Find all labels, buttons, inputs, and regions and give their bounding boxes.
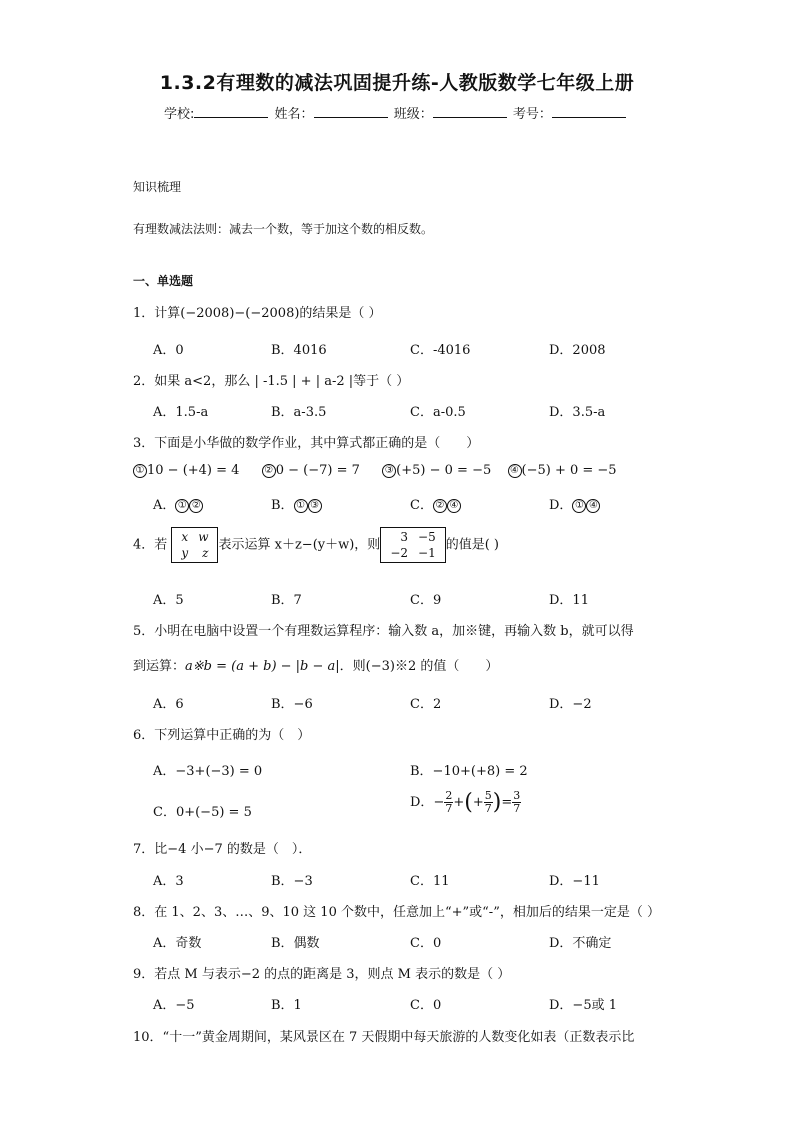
- q3-item-3: ③ (+5) − 0 = −5: [382, 463, 491, 478]
- q7-option-b[interactable]: B．−3: [271, 874, 313, 889]
- q5-option-d[interactable]: D．−2: [549, 697, 592, 712]
- q8-option-b[interactable]: B．偶数: [271, 936, 320, 951]
- q5-option-a[interactable]: A．6: [153, 697, 184, 712]
- section-heading: 一、单选题: [133, 274, 194, 288]
- q4-option-a[interactable]: A．5: [153, 593, 184, 608]
- q9-option-d[interactable]: D．−5或 1: [549, 998, 617, 1013]
- q2-option-b[interactable]: B．a-3.5: [271, 405, 327, 420]
- q2-option-a[interactable]: A．1.5-a: [153, 405, 209, 420]
- q3-option-c[interactable]: C． ② ④: [410, 494, 461, 513]
- q7-option-d[interactable]: D．−11: [549, 874, 600, 889]
- name-blank[interactable]: [314, 105, 388, 118]
- question-4: 4．若 x w y z 表示运算 x＋z−(y＋w)，则 3 −5 −2 −1 的值是( ): [133, 527, 499, 563]
- q7-option-a[interactable]: A．3: [153, 874, 184, 889]
- q4-option-c[interactable]: C．9: [410, 593, 442, 608]
- q8-option-a[interactable]: A．奇数: [153, 936, 202, 951]
- school-blank[interactable]: [194, 105, 268, 118]
- question-5-line-2: 到运算：a※b = (a + b) − |b − a|．则(−3)※2 的值（ ）: [133, 659, 499, 674]
- question-7: 7．比−4 小−7 的数是（ ）．: [133, 842, 312, 857]
- page-title: 1.3.2有理数的减法巩固提升练-人教版数学七年级上册: [159, 72, 635, 94]
- q5-option-c[interactable]: C．2: [410, 697, 442, 712]
- q7-option-c[interactable]: C．11: [410, 874, 450, 889]
- knowledge-heading: 知识梳理: [133, 180, 182, 194]
- q6-option-a[interactable]: A．−3+(−3) = 0: [153, 764, 263, 779]
- q8-option-c[interactable]: C．0: [410, 936, 442, 951]
- q6-option-d[interactable]: D．− $\frac{2}{7}$ +(+ $\frac{5}{7}$ )= $\frac{3}{7}$: [410, 789, 521, 815]
- name-label: 姓名：: [274, 107, 314, 122]
- school-label: 学校:: [164, 107, 195, 122]
- q9-option-a[interactable]: A．−5: [153, 998, 195, 1013]
- q1-option-d[interactable]: D．2008: [549, 343, 606, 358]
- question-2: 2．如果 a<2，那么 | -1.5 | + | a-2 |等于（ ）: [133, 374, 410, 389]
- q4-option-b[interactable]: B．7: [271, 593, 302, 608]
- q3-item-2: ② 0 − (−7) = 7: [262, 463, 360, 478]
- q4-symbol-matrix: x w y z: [171, 527, 218, 563]
- student-info-line: [164, 103, 628, 122]
- q3-items: [133, 463, 617, 478]
- q1-option-b[interactable]: B．4016: [271, 343, 327, 358]
- q3-option-a[interactable]: A． ① ②: [153, 494, 203, 513]
- question-10: 10．“十一”黄金周期间，某风景区在 7 天假期中每天旅游的人数变化如表（正数表示比: [133, 1030, 635, 1045]
- q8-option-d[interactable]: D．不确定: [549, 936, 612, 951]
- q6-option-c[interactable]: C．0+(−5) = 5: [153, 805, 252, 820]
- q9-option-b[interactable]: B．1: [271, 998, 302, 1013]
- question-6: 6．下列运算中正确的为（ ）: [133, 728, 311, 743]
- q4-option-d[interactable]: D．11: [549, 593, 589, 608]
- q1-option-a[interactable]: A．0: [153, 343, 184, 358]
- class-blank[interactable]: [433, 105, 507, 118]
- q3-item-4: ④ (−5) + 0 = −5: [508, 463, 617, 478]
- q6-option-b[interactable]: B．−10+(+8) = 2: [410, 764, 528, 779]
- q3-option-d[interactable]: D． ① ④: [549, 494, 600, 513]
- q2-option-c[interactable]: C．a-0.5: [410, 405, 466, 420]
- knowledge-rule: 有理数减法法则：减去一个数，等于加这个数的相反数。: [133, 222, 434, 236]
- q9-option-c[interactable]: C．0: [410, 998, 442, 1013]
- exam-no-blank[interactable]: [552, 105, 626, 118]
- q2-option-d[interactable]: D．3.5-a: [549, 405, 606, 420]
- question-3: 3．下面是小华做的数学作业，其中算式都正确的是（ ）: [133, 436, 480, 451]
- q4-number-matrix: 3 −5 −2 −1: [380, 527, 445, 563]
- q5-formula: a※b = (a + b) − |b − a|: [185, 659, 340, 674]
- q1-expression: (−2008)−(−2008): [180, 306, 300, 321]
- question-8: 8．在 1、2、3、…、9、10 这 10 个数中，任意加上“+”或“-”，相加后的结果一定是（ ）: [133, 905, 660, 920]
- q5-option-b[interactable]: B．−6: [271, 697, 313, 712]
- class-label: 班级：: [393, 107, 433, 122]
- question-9: 9．若点 M 与表示−2 的点的距离是 3，则点 M 表示的数是（ ）: [133, 967, 511, 982]
- q3-item-1: ① 10 − (+4) = 4: [133, 463, 239, 478]
- question-1: 1．计算(−2008)−(−2008)的结果是（ ）: [133, 306, 382, 321]
- exam-no-label: 考号：: [512, 107, 552, 122]
- question-5-line-1: 5．小明在电脑中设置一个有理数运算程序：输入数 a，加※键，再输入数 b，就可以得: [133, 624, 634, 639]
- q3-option-b[interactable]: B． ① ③: [271, 494, 322, 513]
- q1-option-c[interactable]: C．-4016: [410, 343, 471, 358]
